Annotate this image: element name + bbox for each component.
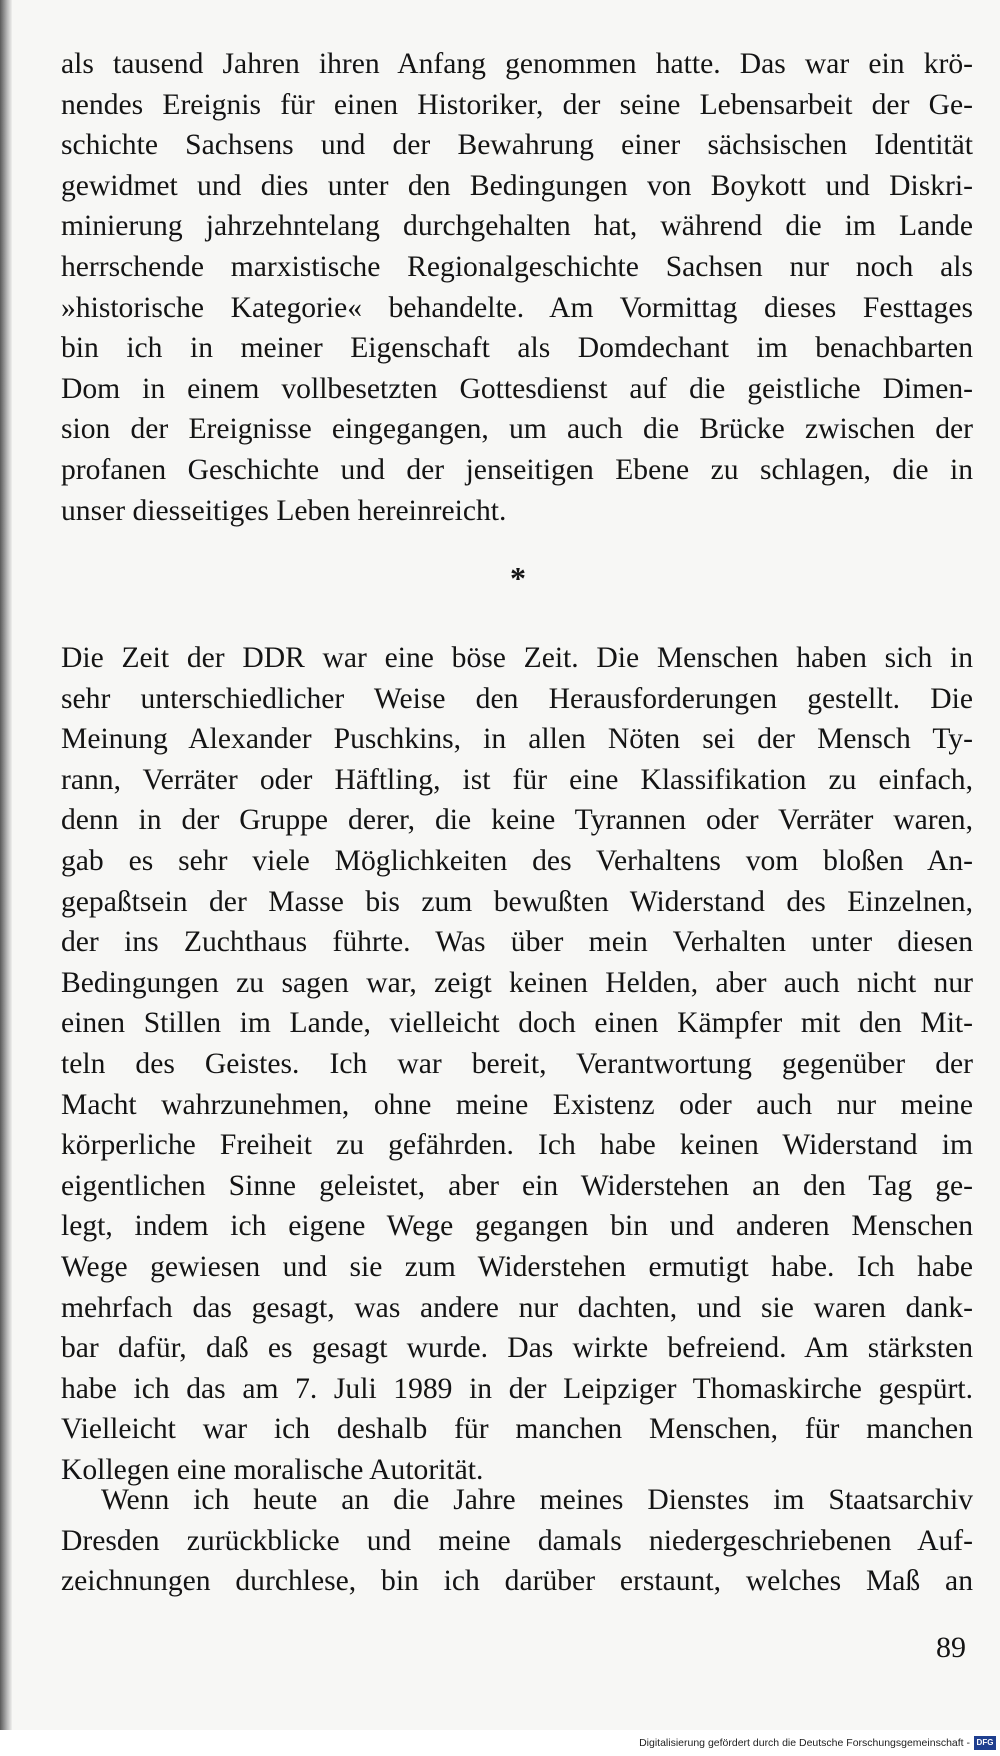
paragraph-1 [61,44,973,531]
text-line: der ins Zuchthaus führte. Was über mein Verhalten unter diesen [61,926,973,959]
digitization-footer [0,1730,1000,1756]
text-line: habe ich das am 7. Juli 1989 in der Leipziger Thomaskirche gespürt. [61,1372,973,1405]
dfg-logo: DFG [974,1736,996,1750]
text-line: profanen Geschichte und der jenseitigen Ebene zu schlagen, die in [61,453,973,486]
paragraph-3 [61,1480,973,1602]
text-line: Dom in einem vollbesetzten Gottesdienst auf die geistliche Dimen- [61,372,973,405]
paragraph-2 [61,638,973,1490]
section-separator: * [510,560,526,596]
text-line: minierung jahrzehntelang durchgehalten hat, während die im Lande [61,210,973,243]
text-line: rann, Verräter oder Häftling, ist für eine Klassifikation zu einfach, [61,763,973,796]
page-binding-edge [0,0,12,1756]
text-line: zeichnungen durchlese, bin ich darüber erstaunt, welches Maß an [61,1565,973,1598]
text-line: denn in der Gruppe derer, die keine Tyrannen oder Verräter waren, [61,804,973,837]
text-line: Dresden zurückblicke und meine damals niedergeschriebenen Auf- [61,1524,973,1557]
page-number: 89 [936,1631,966,1664]
text-line: gepaßtsein der Masse bis zum bewußten Widerstand des Einzelnen, [61,885,973,918]
text-line: herrschende marxistische Regionalgeschichte Sachsen nur noch als [61,250,973,283]
text-line: Meinung Alexander Puschkins, in allen Nöten sei der Mensch Ty- [61,723,973,756]
text-line: bar dafür, daß es gesagt wurde. Das wirkte befreiend. Am stärksten [61,1332,973,1365]
text-line: Die Zeit der DDR war eine böse Zeit. Die Menschen haben sich in [61,642,973,674]
text-line: Macht wahrzunehmen, ohne meine Existenz oder auch nur meine [61,1088,973,1121]
text-line: »historische Kategorie« behandelte. Am Vormittag dieses Festtages [61,291,973,324]
text-line: einen Stillen im Lande, vielleicht doch einen Kämpfer mit den Mit- [61,1007,973,1040]
footer-credit: Digitalisierung gefördert durch die Deutsche Forschungsgemeinschaft - [639,1737,970,1749]
text-line: mehrfach das gesagt, was andere nur dachten, und sie waren dank- [61,1291,973,1324]
text-line: Vielleicht war ich deshalb für manchen Menschen, für manchen [61,1413,973,1446]
text-line: sion der Ereignisse eingegangen, um auch die Brücke zwischen der [61,413,973,446]
text-line: teln des Geistes. Ich war bereit, Verantwortung gegenüber der [61,1047,973,1080]
text-line: sehr unterschiedlicher Weise den Herausforderungen gestellt. Die [61,682,973,715]
text-line: nendes Ereignis für einen Historiker, der seine Lebensarbeit der Ge- [61,88,973,121]
text-line: als tausend Jahren ihren Anfang genommen hatte. Das war ein krö- [61,48,973,80]
text-line: schichte Sachsens und der Bewahrung einer sächsischen Identität [61,129,973,162]
text-line: Bedingungen zu sagen war, zeigt keinen Helden, aber auch nicht nur [61,966,973,999]
text-line: körperliche Freiheit zu gefährden. Ich habe keinen Widerstand im [61,1129,973,1162]
text-line: gab es sehr viele Möglichkeiten des Verhaltens vom bloßen An- [61,844,973,877]
text-line: legt, indem ich eigene Wege gegangen bin und anderen Menschen [61,1210,973,1243]
text-line: unser diesseitiges Leben hereinreicht. [61,494,507,527]
text-line: Kollegen eine moralische Autorität. [61,1453,484,1486]
text-line: bin ich in meiner Eigenschaft als Domdechant im benachbarten [61,332,973,365]
text-line: Wege gewiesen und sie zum Widerstehen ermutigt habe. Ich habe [61,1250,973,1283]
text-line: eigentlichen Sinne geleistet, aber ein Widerstehen an den Tag ge- [61,1169,973,1202]
text-line: Wenn ich heute an die Jahre meines Dienstes im Staatsarchiv [101,1484,973,1516]
text-line: gewidmet und dies unter den Bedingungen von Boykott und Diskri- [61,169,973,202]
